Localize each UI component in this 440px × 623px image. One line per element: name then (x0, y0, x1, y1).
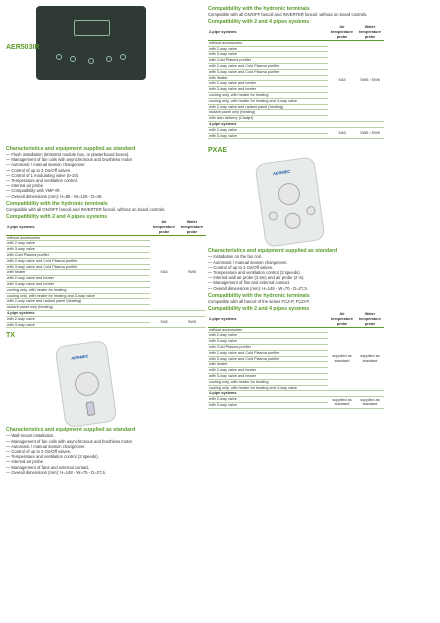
list-item: — Management of fins and external contact. (208, 280, 384, 285)
section-title: Compatibility with the hydronic terminals (208, 292, 310, 299)
list-item: — Installation on the fan coil. (208, 254, 384, 259)
list-item: — Control of up to 2 On/Off valves. (6, 449, 206, 454)
table-cell: with 2-way valve (208, 127, 328, 133)
table-cell: SW5 (178, 235, 206, 310)
list-item: — Management of fans and external contact. (6, 465, 206, 470)
aer503ir-device (36, 6, 146, 80)
table-cell: with 2-way valve and Cold Plasma purifier (6, 258, 150, 264)
control-button[interactable] (106, 56, 112, 62)
tx-thermostat (55, 340, 118, 428)
left-column (6, 0, 206, 475)
table-cell: supplied as standard (328, 327, 356, 391)
table-cell: with 2-way valve (208, 397, 328, 403)
table-cell: supplied as standard (356, 397, 384, 409)
table-header: Air temperature probe (328, 312, 356, 327)
table-cell: radiant panel only (heating) (6, 305, 150, 311)
table-cell: with 2-way valve and Cold Plasma purifier (208, 350, 328, 356)
list-item: — Overall dimensions (mm): H=148 - W=75 - D=27,5. (6, 470, 206, 475)
control-button[interactable] (70, 56, 76, 62)
list-item: — Automatic / manual season changeover. (208, 260, 384, 265)
list-item: — Control of up to 2 On/Off valves. (208, 265, 384, 270)
section-title: Characteristics and equipment supplied as standard (6, 146, 136, 152)
table-cell: cooling only, with heater for heating (6, 287, 150, 293)
table-header: Air temperature probe (328, 25, 356, 40)
brand-logo: AERMEC (272, 169, 291, 177)
table-cell: SA5 (150, 235, 178, 310)
list-item: — Automatic / manual season changeover. (6, 444, 206, 449)
table-cell: with 3-way valve and Cold Plasma purifier (6, 264, 150, 270)
table-cell: SA5 (328, 40, 356, 121)
table-cell: with 3-way valve (208, 52, 328, 58)
table-cell: cooling only, with heater for heating (208, 379, 328, 385)
mode-knob[interactable] (268, 211, 278, 221)
table-cell: with heater (208, 75, 328, 81)
control-button[interactable] (88, 58, 94, 64)
model-title: TX (6, 332, 15, 340)
table-header: Air temperature probe (150, 220, 178, 235)
table-cell: SW5 / SW6 (356, 40, 384, 121)
temperature-knob[interactable] (276, 182, 301, 207)
table-cell: with heater (6, 270, 150, 276)
display-digits (74, 20, 110, 36)
table-cell: with Cold Plasma purifier (208, 58, 328, 64)
speed-knob[interactable] (284, 212, 302, 230)
table-cell: with heater (208, 362, 328, 368)
list-item: — Management of fan coils with asynchronous and brushless motor. (6, 439, 206, 444)
table-cell: cooling only, with heater for heating (208, 92, 328, 98)
table-cell: radiant panel only (heating) (208, 110, 328, 116)
list-item: — Internal wall air probe (2.5m) and air probe (2 m). (208, 275, 384, 280)
table-cell: with 2-way valve and heater (208, 81, 328, 87)
table-cell: SW5 (178, 316, 206, 328)
table-cell: with 2-way valve (208, 333, 328, 339)
table-cell: with 2-way valve and heater (6, 276, 150, 282)
table-cell: supplied as standard (328, 397, 356, 409)
list-item: — Temperature and ventilation control. (6, 178, 206, 183)
table-cell: with twin delivery (Cladjet) (208, 116, 328, 122)
table-cell: without accessories (208, 327, 328, 333)
list-item: — Wall-mount installation. (6, 433, 206, 438)
table-cell: without accessories (6, 235, 150, 241)
table-cell: with Cold Plasma purifier (208, 344, 328, 350)
list-item: — Control of 1 modulating valve (0-10). (6, 173, 206, 178)
section-title: Compatibility with 2 and 4 pipes systems (208, 306, 310, 313)
compat-text: Compatible with all fancoil of the series FCZ-P, FCZI-P. (208, 298, 310, 304)
table-cell: with 2-way valve (208, 46, 328, 52)
characteristics-list (6, 433, 206, 475)
table-cell: with 3-way valve (208, 339, 328, 345)
list-item: — Flush installation (503x502 module box, or plasterboard boxes). (6, 152, 206, 157)
characteristics-list (208, 254, 384, 290)
table-header: Water temperature probe (178, 220, 206, 235)
brand-logo: AERMEC (70, 353, 89, 362)
table-cell: SA5 (150, 316, 178, 328)
section-title: Characteristics and equipment supplied as standard (6, 427, 136, 434)
compat-text: Compatible with all ON/OFF fancoil and INVERTER fancoil, without on board controls. (208, 12, 368, 17)
table-cell: with 3-way valve and heater (6, 282, 150, 288)
table-cell: with Cold Plasma purifier (6, 253, 150, 259)
table-cell: cooling only, with heater for heating and 3-way valve (6, 293, 150, 299)
table-cell: with 3-way valve and Cold Plasma purifier (208, 356, 328, 362)
table-subheader: 4-pipe systems (208, 391, 384, 397)
list-item: — Internal air probe (6, 459, 206, 464)
table-subheader: 4-pipe systems (6, 310, 206, 316)
mode-knob[interactable] (306, 206, 316, 216)
tx-device-area (6, 339, 206, 425)
speed-selector[interactable] (86, 402, 96, 417)
table-cell: with 2-way valve and heater (208, 368, 328, 374)
table-header: Water temperature probe (356, 312, 384, 327)
pxae-device-area (208, 154, 384, 246)
table-cell: with 3-way valve (6, 322, 150, 328)
temperature-knob[interactable] (73, 371, 100, 398)
pipes-table (208, 312, 384, 409)
table-cell: without accessories (208, 40, 328, 46)
table-cell: with 3-way valve (208, 402, 328, 408)
table-cell: with 3-way valve and heater (208, 87, 328, 93)
table-cell: with 2-way valve and radiant panel (heating) (6, 299, 150, 305)
control-button[interactable] (56, 54, 62, 60)
list-item: — Compatibility with VMF-IR. (6, 188, 206, 193)
table-cell: with 3-way valve (6, 247, 150, 253)
aer503ir-panel (36, 6, 146, 80)
table-cell: with 3-way valve and heater (208, 373, 328, 379)
table-cell: with 2-way valve (6, 241, 150, 247)
table-header: 2-pipe systems (208, 312, 328, 327)
list-item: — Management of fan coils with asynchronous and brushless motor. (6, 157, 206, 162)
table-cell: with 3-way valve (208, 133, 328, 139)
table-header: 2-pipe systems (208, 25, 328, 40)
table-cell: SW5 / SW6 (356, 127, 384, 139)
table-cell: SA5 (328, 127, 356, 139)
list-item: — Overall dimensions (mm): H=86 - W=125 - D=46. (6, 194, 206, 199)
list-item: — Temperature and ventilation control (3 speeds). (208, 270, 384, 275)
list-item: — Temperature and ventilation control (3 speeds). (6, 454, 206, 459)
table-header: 2-pipe systems (6, 220, 150, 235)
table-cell: with 2-way valve and Cold Plasma purifier (208, 63, 328, 69)
pipes-table (6, 220, 206, 328)
right-column (208, 4, 384, 409)
list-item: — Overall dimensions (mm): H=148 - W=70 - D=27,5. (208, 286, 384, 291)
section-title: Compatibility with the hydronic terminals (6, 200, 108, 207)
characteristics-list (6, 152, 206, 199)
model-title: PXAE (208, 147, 228, 155)
section-title: Compatibility with 2 and 4 pipes systems (6, 214, 108, 221)
table-cell: cooling only, with heater for heating and 3-way valve (208, 98, 328, 104)
pxae-thermostat (254, 157, 325, 249)
list-item: — Internal air probe (6, 183, 206, 188)
section-title: Compatibility with 2 and 4 pipes systems (208, 19, 310, 26)
section-title: Characteristics and equipment supplied as standard (208, 248, 338, 255)
table-cell: with 2-way valve and radiant panel (heating) (208, 104, 328, 110)
table-cell: supplied as standard (356, 327, 384, 391)
section-title: Compatibility with the hydronic terminals (208, 6, 310, 12)
list-item: — Control of up to 2 On/Off valves. (6, 168, 206, 173)
table-cell: with 3-way valve and Cold Plasma purifier (208, 69, 328, 75)
list-item: — Automatic / manual season changeover. (6, 162, 206, 167)
model-title: AER503IR (6, 44, 40, 51)
table-cell: cooling only, with heater for heating and 3-way valve (208, 385, 328, 391)
control-button[interactable] (120, 54, 126, 60)
table-subheader: 4-pipe systems (208, 121, 384, 127)
compat-text: Compatible with all ON/OFF fancoil and INVERTER fancoil, without on board controls. (6, 206, 166, 212)
table-header: Water temperature probe (356, 25, 384, 40)
table-cell: with 2-way valve (6, 316, 150, 322)
pipes-table (208, 25, 384, 139)
